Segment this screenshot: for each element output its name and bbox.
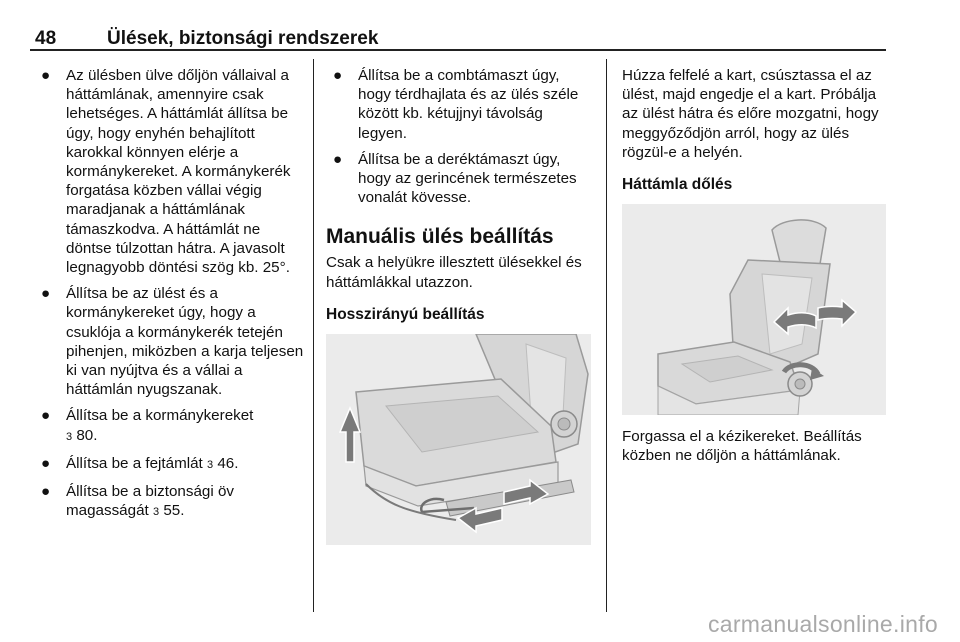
list-item xyxy=(34,454,306,475)
list-item xyxy=(326,150,596,208)
page-number: 48 xyxy=(35,28,57,49)
bullet-icon: ● xyxy=(333,150,343,168)
section-title: Ülések, biztonsági rendszerek xyxy=(107,28,379,49)
bullet-icon: ● xyxy=(41,285,51,303)
bullet-icon: ● xyxy=(41,67,51,84)
section-heading: Manuális ülés beállítás xyxy=(326,225,554,249)
column-2 xyxy=(326,66,596,545)
list-item-text: Állítsa be a combtámaszt úgy, hogy térdhajlata és az ülés széle között kb. kétujjnyi távolság legyen. xyxy=(358,67,579,142)
list-item xyxy=(34,482,306,522)
seat-backrest-illustration xyxy=(622,204,886,415)
page-ref-arrow-icon: 3 xyxy=(207,458,214,471)
column-3 xyxy=(622,66,890,474)
bullet-icon: ● xyxy=(41,483,51,501)
subheading-longitudinal: Hosszirányú beállítás xyxy=(326,305,485,323)
page-ref-link[interactable]: 46. xyxy=(217,454,239,472)
intro-paragraph: Csak a helyükre illesztett ülésekkel és háttámlákkal utazzon. xyxy=(326,254,582,291)
bullet-icon: ● xyxy=(41,407,51,425)
list-item-text: Állítsa be a deréktámaszt úgy, hogy az gerincének természetes vonalát kövesse. xyxy=(358,150,577,207)
header-rule xyxy=(30,49,886,51)
list-item-text: Állítsa be az ülést és a kormánykereket úgy, hogy a csuklója a kormánykerék tetején pihenjen, miközben a karja teljesen ki van nyújtva és a vállai a háttámlán nyugszanak. xyxy=(66,285,304,399)
page-header xyxy=(35,28,378,50)
page-ref-arrow-icon: 3 xyxy=(152,506,160,519)
page-ref-arrow-icon: 3 xyxy=(66,430,73,443)
list-item-text: Állítsa be a fejtámlát xyxy=(66,454,203,472)
watermark: carmanualsonline.info xyxy=(707,611,938,637)
list-item xyxy=(34,406,306,446)
list-item-text: Állítsa be a biztonsági öv magasságát xyxy=(66,483,235,520)
backrest-instructions: Forgassa el a kézikereket. Beállítás közben ne dőljön a háttámlának. xyxy=(622,428,862,465)
page-ref-link[interactable]: 55. xyxy=(163,502,185,520)
list-item xyxy=(34,66,306,277)
column-1 xyxy=(34,66,306,529)
page-ref-link[interactable]: 80. xyxy=(76,426,98,444)
list-item xyxy=(326,66,596,143)
longitudinal-instructions: Húzza felfelé a kart, csúsztassa el az ülést, majd engedje el a kart. Próbálja az ülést hátra és előre mozgatni, hogy meggyőződjön arról, hogy az ülés rögzül-e a helyén. xyxy=(622,67,879,161)
list-item-text: Állítsa be a kormánykereket xyxy=(66,407,254,425)
column-divider-1 xyxy=(313,59,314,612)
subheading-backrest-tilt: Háttámla dőlés xyxy=(622,176,733,194)
bullet-icon: ● xyxy=(41,454,51,472)
seat-longitudinal-illustration xyxy=(326,334,591,545)
column-divider-2 xyxy=(606,59,607,612)
bullet-icon: ● xyxy=(333,67,343,84)
list-item-text: Az ülésben ülve dőljön vállaival a háttámlának, amennyire csak lehetséges. A háttámlát állítsa be úgy, hogy enyhén behajlított karokkal könnyen elérje a kormánykereket. A kormánykerék forgatása közben vállai végig maradjanak a háttámlának támaszkodva. A háttámlát ne döntse túlzottan hátra. A javasolt legnagyobb döntési szög kb. 25°. xyxy=(66,67,291,277)
list-item xyxy=(34,284,306,399)
